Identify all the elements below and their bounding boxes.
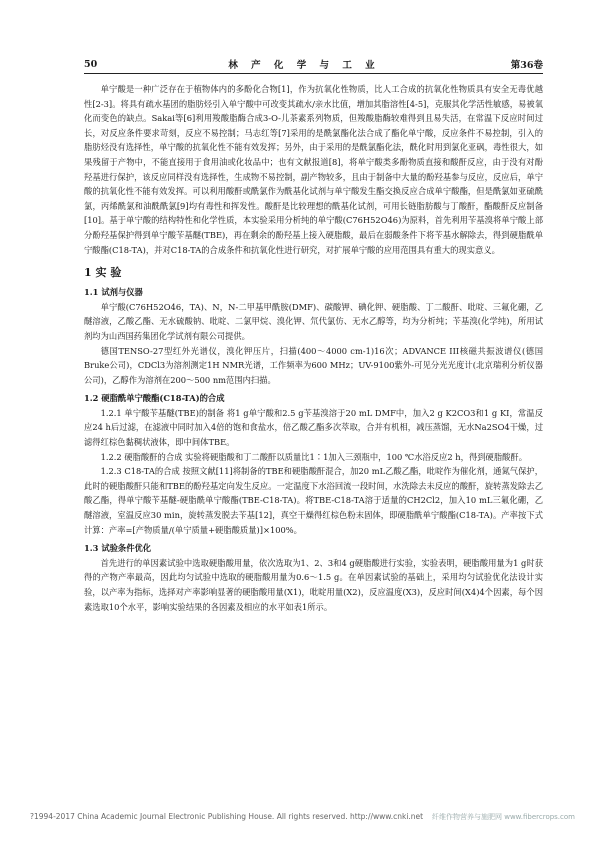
header-rule: [84, 73, 543, 74]
anhydride-paragraph: 1.2.2 硬脂酸酐的合成 实验将硬脂酸和丁二酸酐以质量比1∶1加入三颈瓶中，100 ℃水浴反应2 h，得到硬脂酸酐。: [100, 451, 528, 462]
reagents-paragraph: 单宁酸(C76H52O46，TA)、N，N-二甲基甲酰胺(DMF)、碳酸钾、碘化钾、硬脂酸、丁二酸酐、吡啶、三氟化硼，乙醚溶液，乙酸乙酯、无水硫酸钠、吡啶、二氯甲烷、溴化钾、氘代氯仿、无水乙醇等，均为分析纯；苄基溴(化学纯)，所用试剂均为山西国药集团化学试剂有限公司提供。: [84, 301, 543, 341]
intro-paragraph: 单宁酸是一种广泛存在于植物体内的多酚化合物[1]，作为抗氧化性物质，比人工合成的抗氧化性物质具有安全无毒优越性[2-3]。将具有疏水基团的脂肪烃引入单宁酸中可改变其疏水/亲水比值，增加其脂溶性[4-5]，克服其化学活性敏感，易被氧化而变色的缺点。Sakai等[6]利用羧酸脂酶合成3-O-儿茶素系列物质，但羧酸脂酶较难得到且易失活，在常温下反应时间过长，对反应条件要求苛刻，反应不易控制；马志红等[7]采用的是酰氯酯化法合成了酯化单宁酸，反应条件不易控制，引入的脂肪烃没有选择性，单宁酸的抗氧化性不能有效发挥；另外，由于采用的是酰氯酯化法，酰化时用到氯化亚砜，毒性很大，如果残留于产物中，不能直接用于食用油或化妆品中；也有文献报道[8]，将单宁酸类多酚物质直接和酸酐反应，由于没有对酚羟基进行保护，该反应同样没有选择性，生成物不易控制，副产物较多，且由于制备中大量的酚羟基参与反应，反应后，单宁酸的抗氧化性不能有效发挥。可以利用酸酐或酰氯作为酰基化试剂与单宁酸发生酯交换反应合成单宁酸酯，但是酰氯如亚硫酰氯，丙烯酰氯和油酰酰氯[9]均有毒性和挥发性。酸酐是比较理想的酰基化试剂，可用长链脂肪酸与丁酸酐，酯酸酐反应制备[10]。基于单宁酸的结构特性和化学性质，本实验采用分析纯的单宁酸(C76H52O46)为原料，首先利用苄基溴将单宁酸上部分酚羟基保护得到单宁酸苄基醚(TBE)，再在剩余的酚羟基上接入硬脂酸，最后在弱酸条件下将苄基水解除去，得到硬脂酰单宁酸酯(C18-TA)，并对C18-TA的合成条件和抗氧化性进行研究，对扩展单宁酸的应用范围具有重大的现实意义。: [84, 84, 543, 255]
c18ta-paragraph: 1.2.3 C18-TA的合成 按照文献[11]将制备的TBE和硬脂酸酐混合，加20 mL乙酸乙酯，吡啶作为催化剂，通氮气保护，此时的硬脂酸酐只能和TBE的酚羟基定向发生反应。一定温度下水浴回流一段时间，水洗除去未反应的酸酐，旋转蒸发除去乙酸乙酯，得单宁酸苄基醚-硬脂酰单宁酸酯(TBE-C18-TA)。将TBE-C18-TA溶于适量的CH2Cl2，加入10 mL三氟化硼，乙醚溶液，室温反应30 min，旋转蒸发脱去苄基[12]，真空干燥得红棕色粉末固体，即硬脂酰单宁酸酯(C18-TA)。产率按下式计算：产率=[产物质量/(单宁质量+硬脂酸质量)]×100%。: [84, 466, 543, 535]
body-text: [84, 82, 543, 614]
page-footer: [30, 812, 575, 822]
volume-label: 第36卷: [510, 60, 543, 71]
subsection-heading-optimization: 1.3 试验条件优化: [84, 543, 152, 554]
watermark-text: 纤维作物营养与施肥网 www.fibercrops.com: [432, 813, 575, 821]
tbe-paragraph: 1.2.1 单宁酸苄基醚(TBE)的制备 将1 g单宁酸和2.5 g苄基溴溶于20 mL DMF中，加入2 g K2CO3和1 g KI，常温反应24 h后过滤，在滤液中同时加入4倍的饱和食盐水，倍乙酸乙酯多次萃取，合并有机相，减压蒸馏，无水Na2SO4干燥，过滤得红棕色黏稠状液体，即中间体TBE。: [84, 407, 543, 448]
copyright-notice: ?1994-2017 China Academic Journal Electronic Publishing House. All rights reserved. http://www.cnki.net: [30, 812, 424, 821]
page-number: 50: [84, 58, 98, 70]
subsection-heading-synthesis: 1.2 硬脂酰单宁酸酯(C18-TA)的合成: [84, 393, 225, 404]
instruments-paragraph: 德国TENSO-27型红外光谱仪，溴化钾压片，扫描(400～4000 cm-1)16次；ADVANCE III核磁共振波谱仪(德国Bruke公司)，CDCl3为溶剂测定1H NMR光谱，工作频率为600 MHz；UV-9100紫外-可见分光光度计(北京瑞利分析仪器公司)，乙醇作为溶剂在200～500 nm范围内扫描。: [84, 345, 543, 385]
section-heading-experiment: 1 实 验: [84, 266, 122, 280]
journal-title: 林 产 化 学 与 工 业: [228, 60, 380, 71]
optimization-paragraph: 首先进行的单因素试验中选取硬脂酸用量，依次选取为1、2、3和4 g硬脂酸进行实验，实验表明，硬脂酸用量为1 g时获得的产物产率最高，因此均匀试验中选取的硬脂酸用量为0.6～1.5 g。在单因素试验的基础上，采用均匀试验优化法设计实验，以产率为指标，选择对产率影响显著的硬脂酸用量(X1)，吡啶用量(X2)，反应温度(X3)，反应时间(X4)4个因素，每个因素选取10个水平，影响实验结果的各因素及相应的水平如表1所示。: [84, 557, 543, 612]
running-header: [84, 56, 543, 72]
subsection-heading-reagents: 1.1 试剂与仪器: [84, 287, 143, 298]
